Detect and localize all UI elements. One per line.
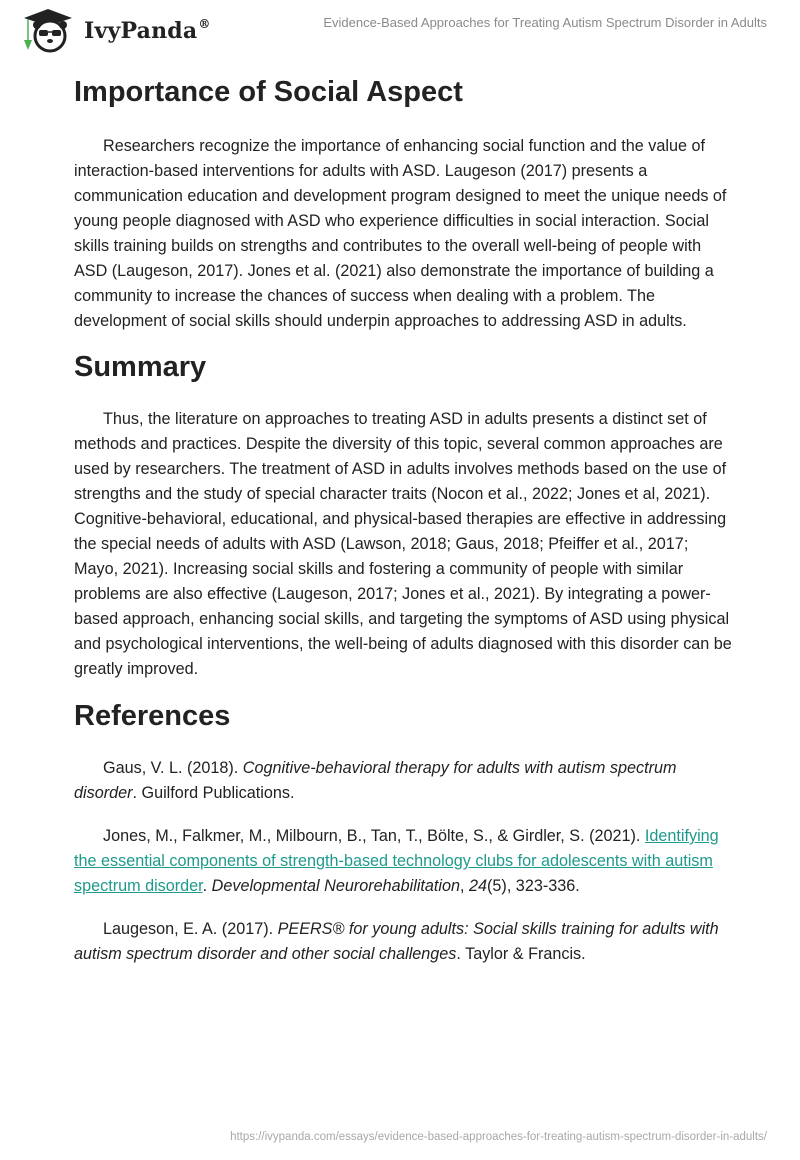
- reference-pages: (5), 323-336.: [487, 877, 580, 895]
- reference-publisher: . Guilford Publications.: [132, 784, 295, 802]
- reference-link[interactable]: Identifying the essential components of strength-based technology clubs for adolescents with autism spectrum disorder: [74, 827, 719, 895]
- document-title: Evidence-Based Approaches for Treating Autism Spectrum Disorder in Adults: [323, 15, 767, 30]
- section-heading-summary: Summary: [74, 351, 207, 383]
- reference-journal: Developmental Neurorehabilitation: [211, 877, 461, 895]
- brand-name: IvyPanda®: [84, 16, 211, 44]
- reference-authors: Jones, M., Falkmer, M., Milbourn, B., Tan, T., Bölte, S., & Girdler, S. (2021).: [103, 827, 645, 845]
- reference-volume: 24: [469, 877, 488, 895]
- reference-authors: Laugeson, E. A. (2017).: [103, 920, 278, 938]
- reference-separator: .: [202, 877, 212, 895]
- reference-laugeson: [74, 917, 734, 967]
- section-heading-references: References: [74, 700, 231, 732]
- panda-graduate-icon: [20, 6, 78, 54]
- section-heading-social-aspect: Importance of Social Aspect: [74, 76, 463, 108]
- reference-publisher: . Taylor & Francis.: [456, 945, 586, 963]
- references-list: [74, 756, 734, 967]
- reference-title: PEERS® for young adults: Social skills training for adults with autism spectrum disorder and other social challenges: [74, 920, 719, 963]
- reference-title: Cognitive-behavioral therapy for adults with autism spectrum disorder: [74, 759, 677, 802]
- ivypanda-logo[interactable]: [20, 6, 211, 54]
- reference-authors: Gaus, V. L. (2018).: [103, 759, 243, 777]
- reference-separator: ,: [460, 877, 470, 895]
- section-body-social-aspect: Researchers recognize the importance of enhancing social function and the value of interaction-based interventions for adults with ASD. Laugeson (2017) presents a communication education and development program designed to meet the unique needs of young people diagnosed with ASD who experience difficulties in social interaction. Social skills training builds on strengths and contributes to the overall well-being of people with ASD (Laugeson, 2017). Jones et al. (2021) also demonstrate the importance of building a community to increase the chances of success when dealing with a problem. The development of social skills should underpin approaches to addressing ASD in adults.: [74, 137, 727, 330]
- page-header: [0, 0, 800, 56]
- reference-gaus: [74, 756, 734, 806]
- essay-content: [74, 70, 734, 985]
- section-body-summary: Thus, the literature on approaches to treating ASD in adults presents a distinct set of methods and practices. Despite the diversity of this topic, several common approaches are used by researchers. The treatment of ASD in adults involves methods based on the use of strengths and the study of special character traits (Nocon et al., 2022; Jones et al, 2021). Cognitive-behavioral, educational, and physical-based therapies are effective in addressing the special needs of adults with ASD (Lawson, 2018; Gaus, 2018; Pfeiffer et al., 2017; Mayo, 2021). Increasing social skills and fostering a community of people with similar problems are also effective (Laugeson, 2017; Jones et al., 2021). By integrating a power-based approach, enhancing social skills, and targeting the symptoms of ASD using physical and psychological interventions, the well-being of adults diagnosed with this disorder can be greatly improved.: [74, 410, 732, 678]
- reference-jones: [74, 824, 734, 899]
- source-url[interactable]: https://ivypanda.com/essays/evidence-based-approaches-for-treating-autism-spectrum-disorder-in-adults/: [230, 1131, 767, 1143]
